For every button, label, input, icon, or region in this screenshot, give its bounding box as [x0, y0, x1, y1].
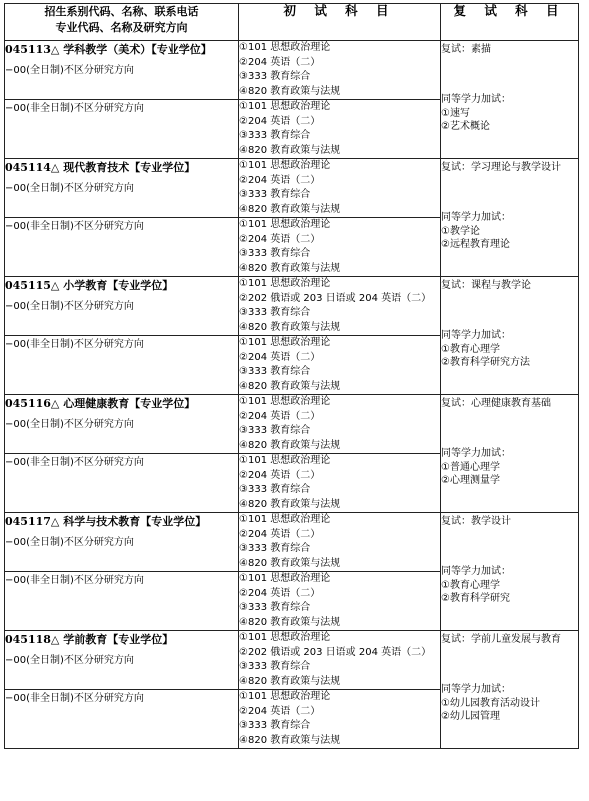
equivalent-extra-title: 同等学力加试： [441, 94, 511, 105]
retest-subject: 复试：学前儿童发展与教育 [441, 634, 561, 645]
part-time-direction: −00(非全日制)不区分研究方向 [5, 103, 144, 114]
major-title: 045116△ 心理健康教育【专业学位】 [5, 397, 196, 410]
equivalent-extra-subject: ①普通心理学 [441, 461, 500, 473]
major-title: 045114△ 现代教育技术【专业学位】 [5, 161, 196, 174]
full-time-direction: −00(全日制)不区分研究方向 [5, 183, 134, 194]
part-time-direction: −00(非全日制)不区分研究方向 [5, 693, 144, 704]
exam-subject: ①101 思想政治理论 [239, 691, 331, 702]
initial-exam-cell [239, 454, 441, 513]
full-time-direction: −00(全日制)不区分研究方向 [5, 655, 134, 666]
exam-subject: ④820 教育政策与法规 [239, 203, 341, 215]
part-time-direction: −00(非全日制)不区分研究方向 [5, 339, 144, 350]
major-title: 045113△ 学科教学（美术）【专业学位】 [5, 43, 212, 56]
equivalent-extra-subject: ②教育科学研究 [441, 593, 510, 604]
retest-cell [441, 41, 579, 159]
exam-subject: ③333 教育综合 [239, 307, 311, 318]
equivalent-extra-title: 同等学力加试： [441, 684, 511, 695]
initial-exam-cell [239, 41, 441, 100]
initial-exam-cell [239, 690, 441, 749]
major-direction-cell [5, 631, 239, 690]
exam-subject: ③333 教育综合 [239, 543, 311, 554]
exam-subject: ③333 教育综合 [239, 71, 311, 82]
major-direction-cell [5, 454, 239, 513]
exam-subject: ①101 思想政治理论 [239, 337, 331, 348]
retest-subject: 复试：素描 [441, 44, 491, 55]
exam-subject: ③333 教育综合 [239, 720, 311, 731]
initial-exam-cell [239, 513, 441, 572]
major-direction-cell [5, 572, 239, 631]
exam-subject: ①101 思想政治理论 [239, 573, 331, 584]
exam-subject: ①101 思想政治理论 [239, 160, 331, 171]
initial-exam-cell [239, 277, 441, 336]
major-title: 045117△ 科学与技术教育【专业学位】 [5, 515, 207, 528]
retest-cell [441, 277, 579, 395]
full-time-direction: −00(全日制)不区分研究方向 [5, 301, 134, 312]
equivalent-extra-subject: ②教育科学研究方法 [441, 357, 530, 368]
header-retest: 复 试 科 目 [441, 4, 579, 41]
major-direction-cell [5, 513, 239, 572]
retest-subject: 复试：教学设计 [441, 516, 511, 527]
full-time-direction: −00(全日制)不区分研究方向 [5, 65, 134, 76]
table-header-row [5, 4, 579, 41]
exam-subject: ②204 英语（二） [239, 410, 321, 422]
exam-subject: ②204 英语（二） [239, 528, 321, 540]
major-direction-cell [5, 100, 239, 159]
exam-subject: ①101 思想政治理论 [239, 514, 331, 525]
initial-exam-cell [239, 395, 441, 454]
retest-cell [441, 631, 579, 749]
major-row-full-time [5, 277, 579, 336]
exam-subject: ④820 教育政策与法规 [239, 557, 341, 569]
exam-subject: ②204 英语（二） [239, 56, 321, 68]
exam-subject: ①101 思想政治理论 [239, 632, 331, 643]
exam-subject: ④820 教育政策与法规 [239, 498, 341, 510]
part-time-direction: −00(非全日制)不区分研究方向 [5, 457, 144, 468]
exam-subject: ①101 思想政治理论 [239, 455, 331, 466]
exam-subject: ④820 教育政策与法规 [239, 675, 341, 687]
exam-subject: ②204 英语（二） [239, 351, 321, 363]
exam-subject: ③333 教育综合 [239, 189, 311, 200]
exam-subject: ③333 教育综合 [239, 661, 311, 672]
exam-subject: ④820 教育政策与法规 [239, 321, 341, 333]
exam-subject: ④820 教育政策与法规 [239, 439, 341, 451]
equivalent-extra-subject: ①教学论 [441, 225, 480, 237]
exam-subject: ②204 英语（二） [239, 174, 321, 186]
equivalent-extra-subject: ②远程教育理论 [441, 239, 510, 250]
exam-subject: ③333 教育综合 [239, 602, 311, 613]
exam-subject: ①101 思想政治理论 [239, 42, 331, 53]
retest-subject: 复试：学习理论与教学设计 [441, 162, 561, 173]
header-direction-line1: 招生系别代码、名称、联系电话 [44, 5, 199, 18]
exam-subject: ④820 教育政策与法规 [239, 85, 341, 97]
exam-subject: ③333 教育综合 [239, 425, 311, 436]
header-direction [5, 4, 239, 41]
initial-exam-cell [239, 572, 441, 631]
major-direction-cell [5, 336, 239, 395]
major-direction-cell [5, 690, 239, 749]
retest-cell [441, 159, 579, 277]
major-row-full-time [5, 631, 579, 690]
equivalent-extra-subject: ①幼儿园教育活动设计 [441, 697, 540, 709]
exam-subject: ①101 思想政治理论 [239, 278, 331, 289]
admission-table [4, 3, 579, 749]
exam-subject: ③333 教育综合 [239, 484, 311, 495]
equivalent-extra-title: 同等学力加试： [441, 566, 511, 577]
major-title: 045118△ 学前教育【专业学位】 [5, 633, 174, 646]
major-row-full-time [5, 513, 579, 572]
major-direction-cell [5, 277, 239, 336]
exam-subject: ①101 思想政治理论 [239, 219, 331, 230]
exam-subject: ②204 英语（二） [239, 115, 321, 127]
exam-subject: ①101 思想政治理论 [239, 396, 331, 407]
retest-subject: 复试：心理健康教育基础 [441, 398, 551, 409]
exam-subject: ③333 教育综合 [239, 248, 311, 259]
exam-subject: ②204 英语（二） [239, 469, 321, 481]
initial-exam-cell [239, 631, 441, 690]
exam-subject: ②202 俄语或 203 日语或 204 英语（二） [239, 646, 432, 658]
exam-subject: ①101 思想政治理论 [239, 101, 331, 112]
exam-subject: ③333 教育综合 [239, 130, 311, 141]
major-direction-cell [5, 159, 239, 218]
header-direction-line2: 专业代码、名称及研究方向 [55, 21, 188, 34]
equivalent-extra-subject: ①教育心理学 [441, 579, 500, 591]
header-initial-exam: 初 试 科 目 [239, 4, 441, 41]
major-direction-cell [5, 41, 239, 100]
equivalent-extra-subject: ①教育心理学 [441, 343, 500, 355]
exam-subject: ②204 英语（二） [239, 587, 321, 599]
retest-cell [441, 395, 579, 513]
exam-subject: ②204 英语（二） [239, 233, 321, 245]
initial-exam-cell [239, 100, 441, 159]
initial-exam-cell [239, 159, 441, 218]
initial-exam-cell [239, 218, 441, 277]
equivalent-extra-subject: ②心理测量学 [441, 475, 500, 486]
major-row-full-time [5, 41, 579, 100]
exam-subject: ④820 教育政策与法规 [239, 734, 341, 746]
retest-subject: 复试：课程与教学论 [441, 280, 531, 291]
major-row-full-time [5, 395, 579, 454]
major-direction-cell [5, 395, 239, 454]
exam-subject: ②202 俄语或 203 日语或 204 英语（二） [239, 292, 432, 304]
exam-subject: ④820 教育政策与法规 [239, 262, 341, 274]
equivalent-extra-subject: ①速写 [441, 107, 470, 119]
exam-subject: ④820 教育政策与法规 [239, 616, 341, 628]
full-time-direction: −00(全日制)不区分研究方向 [5, 537, 134, 548]
part-time-direction: −00(非全日制)不区分研究方向 [5, 575, 144, 586]
exam-subject: ③333 教育综合 [239, 366, 311, 377]
equivalent-extra-subject: ②幼儿园管理 [441, 711, 500, 722]
full-time-direction: −00(全日制)不区分研究方向 [5, 419, 134, 430]
equivalent-extra-title: 同等学力加试： [441, 448, 511, 459]
exam-subject: ④820 教育政策与法规 [239, 380, 341, 392]
initial-exam-cell [239, 336, 441, 395]
retest-cell [441, 513, 579, 631]
major-row-full-time [5, 159, 579, 218]
major-direction-cell [5, 218, 239, 277]
exam-subject: ②204 英语（二） [239, 705, 321, 717]
equivalent-extra-subject: ②艺术概论 [441, 121, 490, 132]
equivalent-extra-title: 同等学力加试： [441, 212, 511, 223]
exam-subject: ④820 教育政策与法规 [239, 144, 341, 156]
equivalent-extra-title: 同等学力加试： [441, 330, 511, 341]
major-title: 045115△ 小学教育【专业学位】 [5, 279, 174, 292]
part-time-direction: −00(非全日制)不区分研究方向 [5, 221, 144, 232]
